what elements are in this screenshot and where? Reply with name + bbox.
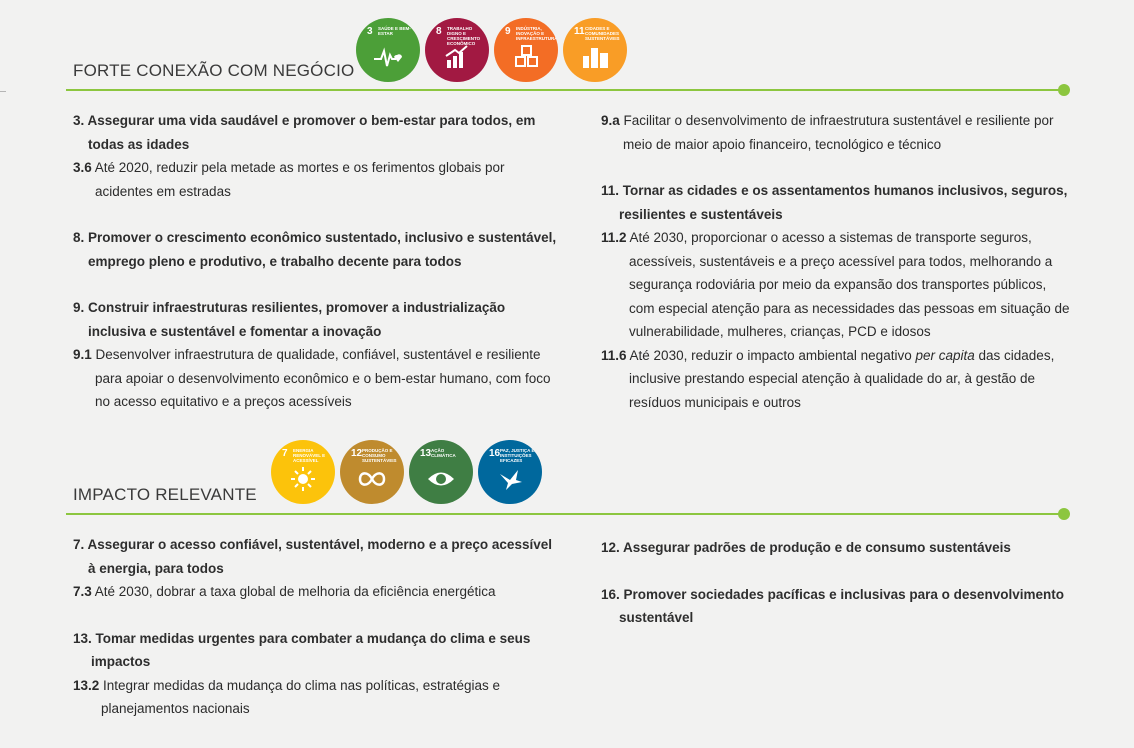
dove-icon: [496, 466, 526, 492]
sdg-label: ENERGIA RENOVÁVEL E ACESSÍVEL: [293, 448, 326, 463]
sdg-label: PAZ, JUSTIÇA E INSTITUIÇÕES EFICAZES: [500, 448, 535, 463]
section-title-impact: IMPACTO RELEVANTE: [73, 485, 257, 504]
sdg-number: 3: [367, 26, 373, 37]
target-number: 13.2: [73, 677, 100, 693]
city-icon: [581, 44, 611, 70]
section1-right-column: [601, 109, 1075, 414]
target-number: 7.3: [73, 584, 92, 599]
target-text: das cidades, inclusive prestando especial atenção à qualidade do ar, à gestão de resíduos municipais e outros: [629, 347, 1055, 410]
goal-8-title: 8. Promover o crescimento econômico sustentado, inclusivo e sustentável, emprego pleno e produtivo, e trabalho decente para todos: [73, 230, 557, 269]
sdg-number: 11: [574, 26, 585, 37]
goal-16-title: 16. Promover sociedades pacíficas e inclusivas para o desenvolvimento sustentável: [601, 586, 1064, 625]
sdg-7-badge: [271, 440, 335, 504]
section-title-business: FORTE CONEXÃO COM NEGÓCIO: [73, 61, 355, 80]
eye-globe-icon: [427, 466, 457, 492]
sdg-label: PRODUÇÃO E CONSUMO SUSTENTÁVEIS: [362, 448, 397, 463]
target-13-2: [73, 674, 558, 721]
infinity-icon: [358, 466, 388, 492]
section-divider: [66, 513, 1064, 515]
target-text: Desenvolver infraestrutura de qualidade, confiável, sustentável e resiliente para apoiar o desenvolvimento econômico e o bem-estar humano, com foco no acesso equitativo e a preços acessíveis: [91, 347, 551, 409]
target-text-italic: per capita: [915, 347, 975, 363]
goal-13-title: 13. Tomar medidas urgentes para combater a mudança do clima e seus impactos: [73, 630, 531, 669]
goal-9-title: 9. Construir infraestruturas resilientes, promover a industrialização inclusiva e sustentável e fomentar a inovação: [73, 300, 506, 339]
edge-tick: [0, 91, 6, 92]
target-text: Integrar medidas da mudança do clima nas políticas, estratégias e planejamentos nacionais: [99, 677, 500, 716]
goal-7-title: 7. Assegurar o acesso confiável, sustentável, moderno e a preço acessível à energia, para todos: [73, 537, 552, 576]
sdg-12-badge: [340, 440, 404, 504]
target-text: Até 2030, proporcionar o acesso a sistemas de transporte seguros, acessíveis, sustentáveis e a preço acessível para todos, melhorando a segurança rodoviária por meio da expansão dos transportes públicos, com especial atenção para as necessidades das pessoas em situação de vulnerabilidade, mulheres, crianças, PCD e idosos: [626, 230, 1070, 339]
sdg-number: 12: [351, 448, 363, 459]
sdg-label: SAÚDE E BEM-ESTAR: [378, 26, 411, 36]
sdg-3-badge: [356, 18, 420, 82]
growth-chart-icon: [443, 44, 473, 70]
sdg-16-badge: [478, 440, 542, 504]
divider-end-dot: [1058, 84, 1070, 96]
target-3-6: [73, 156, 558, 203]
target-number: 9.a: [601, 113, 620, 128]
target-11-6: [601, 344, 1075, 415]
target-number: 11.2: [601, 230, 627, 245]
goal-11-title: 11. Tornar as cidades e os assentamentos humanos inclusivos, seguros, resilientes e sustentáveis: [601, 183, 1068, 222]
sdg-label: INDÚSTRIA, INOVAÇÃO E INFRAESTRUTURA: [516, 26, 558, 41]
target-number: 11.6: [601, 347, 627, 363]
section2-left-column: [73, 533, 558, 721]
section-divider: [66, 89, 1064, 91]
target-7-3: [73, 580, 558, 604]
sdg-11-badge: [563, 18, 627, 82]
divider-end-dot: [1058, 508, 1070, 520]
goal-3-title: 3. Assegurar uma vida saudável e promover o bem-estar para todos, em todas as idades: [73, 113, 536, 152]
sdg-number: 16: [489, 448, 501, 459]
target-text: Até 2030, reduzir o impacto ambiental negativo: [626, 347, 916, 363]
sun-icon: [289, 466, 319, 492]
sdg-number: 13: [420, 448, 432, 459]
target-9-a: [601, 109, 1075, 156]
heartbeat-icon: [374, 44, 404, 70]
target-text: Até 2030, dobrar a taxa global de melhoria da eficiência energética: [91, 584, 496, 599]
target-number: 9.1: [73, 347, 92, 362]
target-number: 3.6: [73, 160, 92, 175]
target-11-2: [601, 226, 1075, 344]
target-9-1: [73, 343, 558, 414]
section2-right-column: [601, 536, 1075, 630]
sdg-label: CIDADES E COMUNIDADES SUSTENTÁVEIS: [585, 26, 620, 41]
sdg-number: 7: [282, 448, 288, 459]
section1-left-column: [73, 109, 558, 414]
sdg-label: TRABALHO DIGNO E CRESCIMENTO ECONÔMICO: [447, 26, 481, 46]
sdg-number: 8: [436, 26, 442, 37]
sdg-label: AÇÃO CLIMÁTICA: [431, 448, 456, 458]
sdg-9-badge: [494, 18, 558, 82]
goal-12-title: 12. Assegurar padrões de produção e de consumo sustentáveis: [601, 540, 1011, 555]
target-text: Até 2020, reduzir pela metade as mortes e os ferimentos globais por acidentes em estradas: [91, 160, 505, 199]
sdg-8-badge: [425, 18, 489, 82]
cubes-icon: [512, 44, 542, 70]
sdg-13-badge: [409, 440, 473, 504]
sdg-number: 9: [505, 26, 511, 37]
target-text: Facilitar o desenvolvimento de infraestrutura sustentável e resiliente por meio de maior apoio financeiro, tecnológico e técnico: [619, 113, 1054, 152]
